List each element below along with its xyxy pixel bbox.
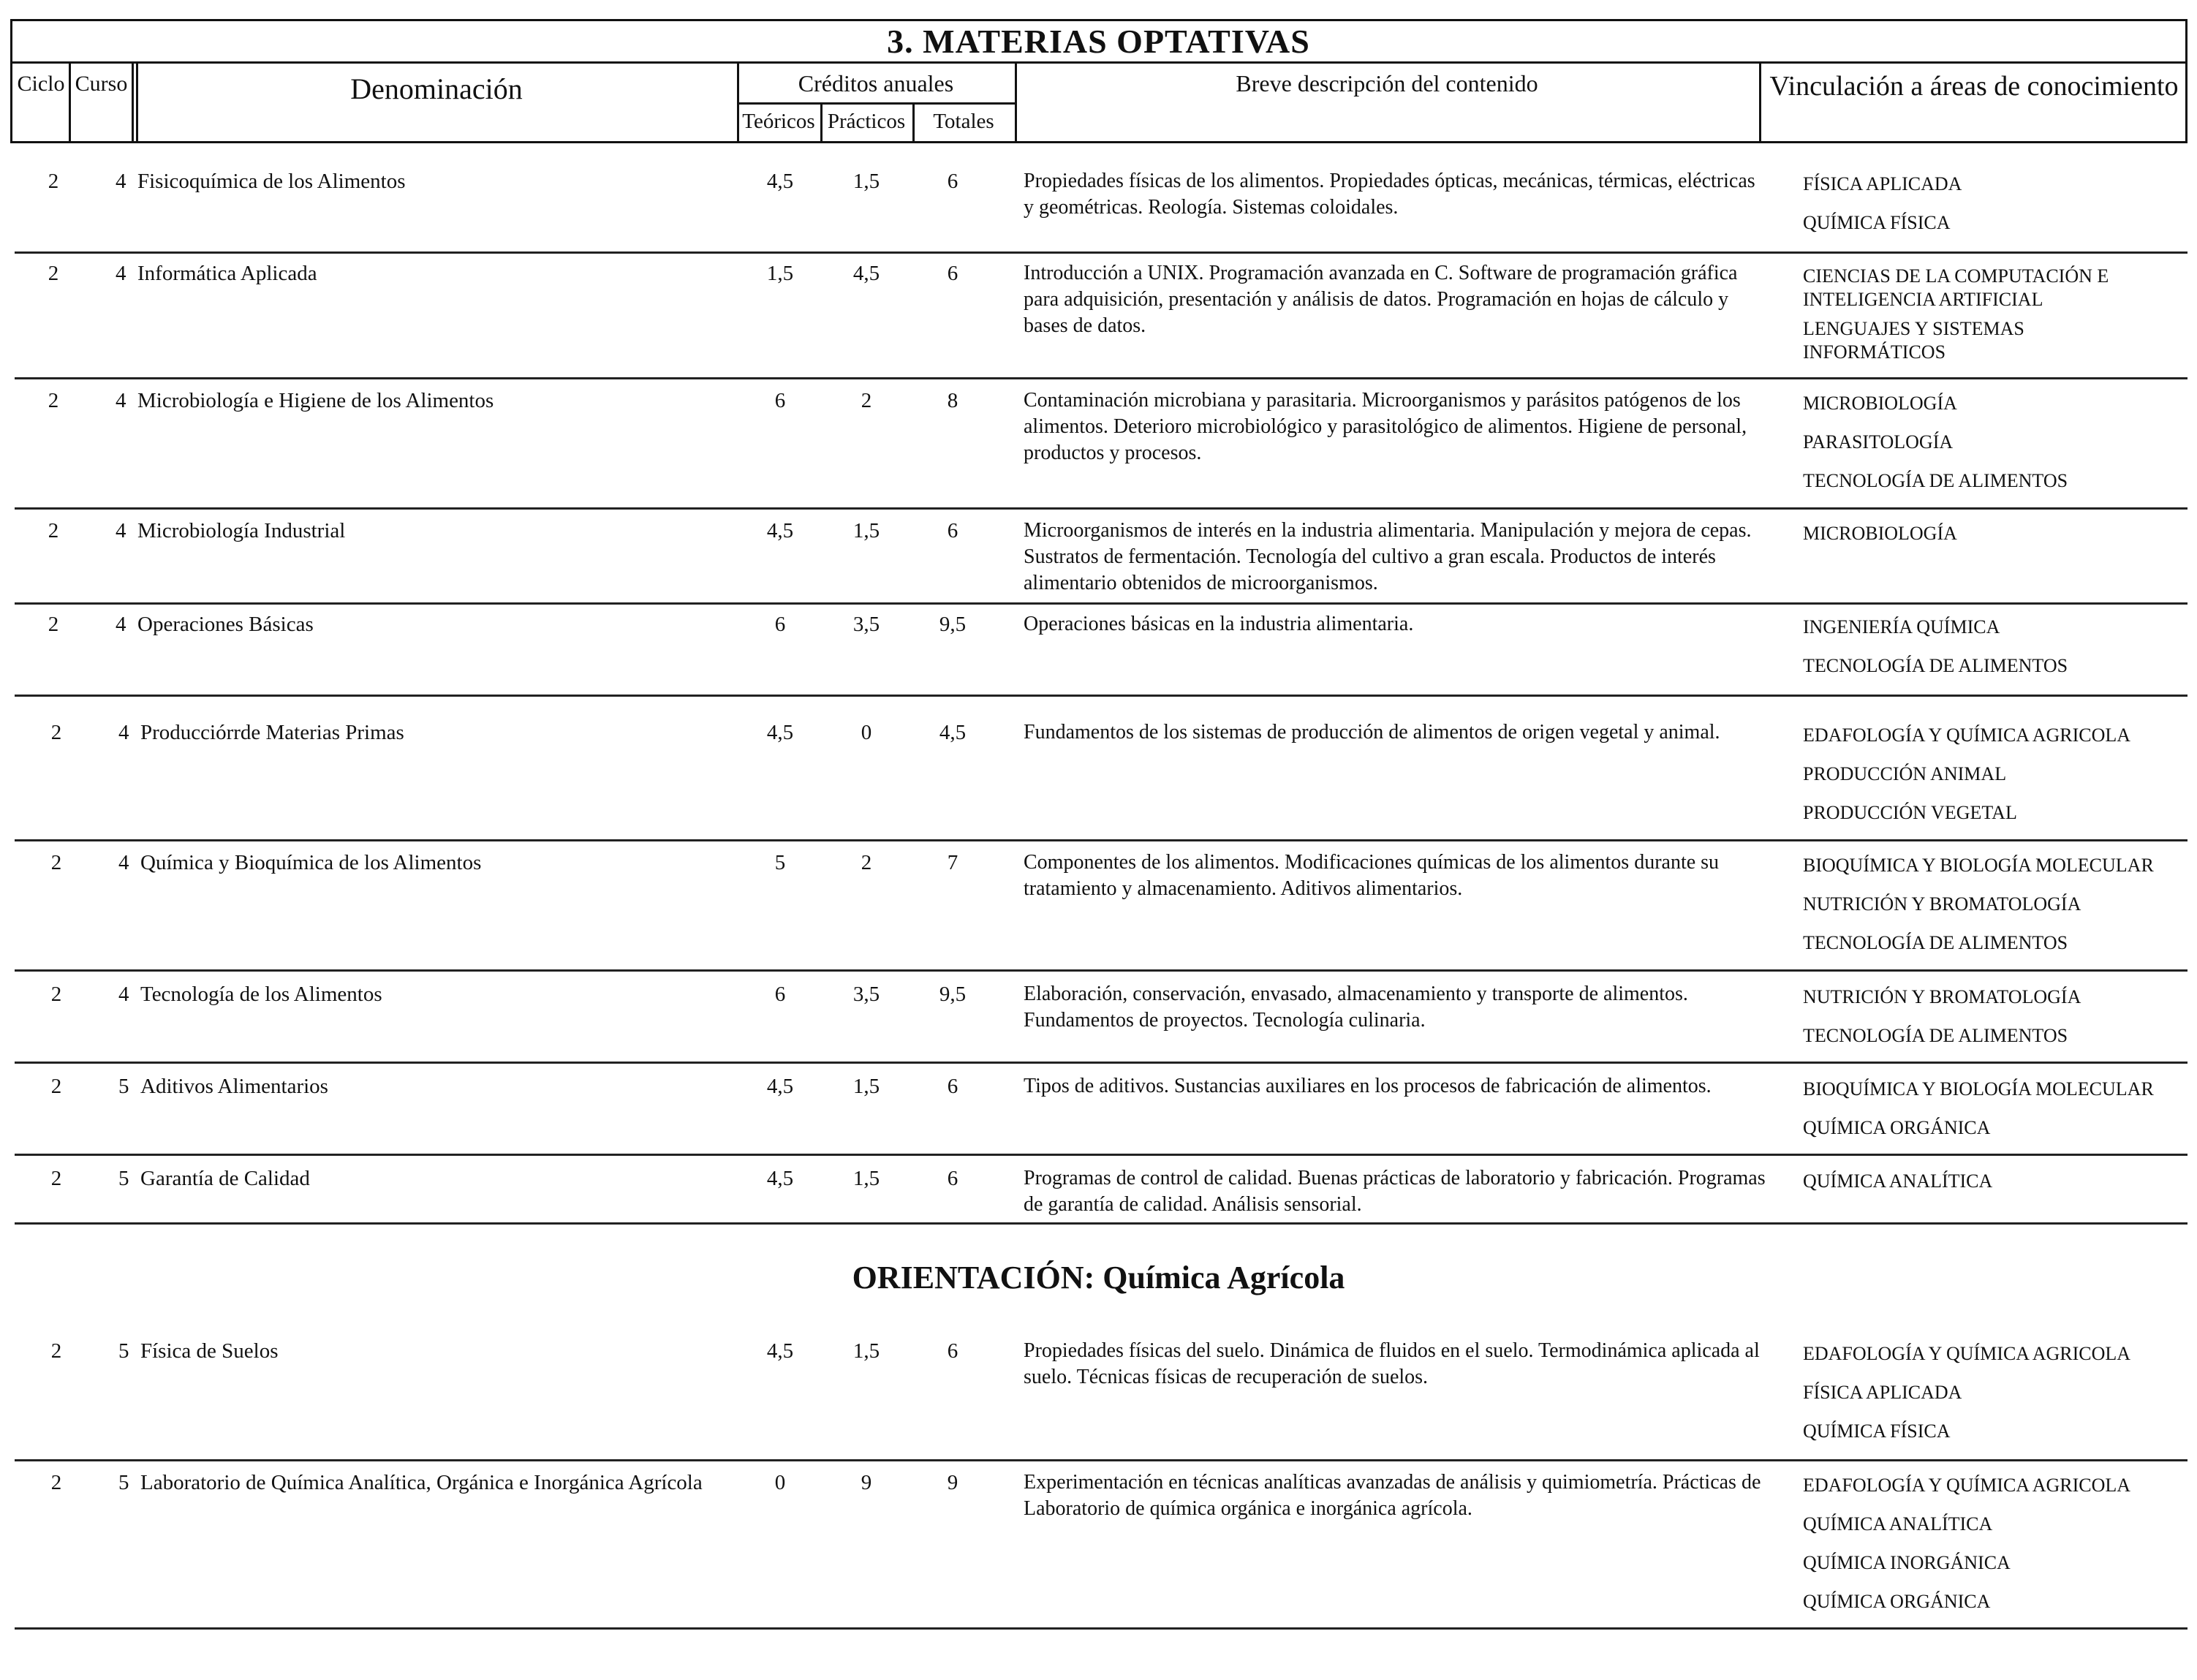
row-descripcion: Experimentación en técnicas analíticas avanzadas de análisis y quimiometría. Prácticas de Laboratorio de química orgánica e inorgánica agrícola. [1024,1471,1761,1520]
row-areas [1803,1342,2197,1458]
row-descripcion: Microorganismos de interés en la industria alimentaria. Manipulación y mejora de cepas. Sustratos de fermentación. Tecnología del cultivo a gran escala. Productos de interés alimentario obtenidos de microorganismos. [1024,519,1752,594]
header-teoricos: Teóricos [742,110,815,133]
row-practicos: 3,5 [852,613,880,636]
row-curso: 5 [118,1167,129,1190]
orientation-title: ORIENTACIÓN: Química Agrícola [852,1260,1345,1295]
row-areas [1803,985,2197,1063]
row-descripcion: Componentes de los alimentos. Modificaciones químicas de los alimentos durante su tratamiento y almacenamiento. Aditivos alimentarios. [1024,851,1720,900]
row-areas [1803,392,2197,508]
credits-subheader-divider [737,102,1015,105]
row-descripcion: Contaminación microbiana y parasitaria. Microorganismos y parásitos patógenos de los alimentos. Deterioro microbiológico y parasitológico de alimentos. Higiene de personal, productos y procesos. [1024,389,1747,464]
row-totales: 9,5 [939,613,967,636]
row-divider [15,839,2187,841]
area-label: NUTRICIÓN Y BROMATOLOGÍA [1803,986,2081,1007]
row-denominacion: Operaciones Básicas [137,613,314,636]
row-denominacion: Química y Bioquímica de los Alimentos [140,851,482,874]
row-practicos: 1,5 [852,170,880,193]
row-curso: 5 [118,1471,129,1494]
row-curso: 4 [116,389,126,412]
header-totales: Totales [933,110,994,133]
row-practicos: 1,5 [852,519,880,542]
row-ciclo: 2 [48,262,59,285]
row-totales: 9 [947,1471,958,1494]
area-label: CIENCIAS DE LA COMPUTACIÓN E INTELIGENCIA ARTIFICIAL [1803,265,2109,310]
row-totales: 6 [947,1339,958,1363]
area-label: TECNOLOGÍA DE ALIMENTOS [1803,1025,2068,1046]
row-descripcion: Programas de control de calidad. Buenas prácticas de laboratorio y fabricación. Programas de garantía de calidad. Análisis sensorial. [1024,1167,1766,1216]
row-curso: 5 [118,1075,129,1098]
row-areas [1803,265,2139,370]
row-denominacion: Informática Aplicada [137,262,317,285]
row-teoricos: 4,5 [766,1075,794,1098]
area-label: BIOQUÍMICA Y BIOLOGÍA MOLECULAR [1803,855,2154,876]
row-teoricos: 5 [774,851,786,874]
row-areas [1803,724,2197,840]
area-label: TECNOLOGÍA DE ALIMENTOS [1803,655,2068,676]
area-label: MICROBIOLOGÍA [1803,393,1957,414]
row-totales: 6 [947,170,958,193]
row-descripcion: Propiedades físicas del suelo. Dinámica de fluidos en el suelo. Termodinámica aplicada al suelo. Técnicas físicas de recuperación de suelos. [1024,1339,1760,1388]
row-curso: 5 [118,1339,129,1363]
row-teoricos: 6 [774,983,786,1006]
area-label: EDAFOLOGÍA Y QUÍMICA AGRICOLA [1803,1475,2131,1496]
row-descripcion: Operaciones básicas en la industria alimentaria. [1024,613,1414,635]
area-label: QUÍMICA ANALÍTICA [1803,1513,1993,1535]
area-label: NUTRICIÓN Y BROMATOLOGÍA [1803,893,2081,915]
row-divider [15,695,2187,697]
row-divider [15,1222,2187,1225]
row-descripcion: Introducción a UNIX. Programación avanzada en C. Software de programación gráfica para adquisición, presentación y análisis de datos. Programación en hojas de cálculo y bases de datos. [1024,262,1738,337]
row-curso: 4 [116,519,126,542]
area-label: QUÍMICA FÍSICA [1803,1420,1951,1442]
row-teoricos: 4,5 [766,170,794,193]
row-divider [15,1062,2187,1064]
row-divider [15,602,2187,605]
row-practicos: 3,5 [852,983,880,1006]
row-curso: 4 [118,983,129,1006]
header-title-divider [10,61,2187,64]
row-teoricos: 0 [774,1471,786,1494]
row-practicos: 1,5 [852,1167,880,1190]
row-divider [15,1627,2187,1630]
row-areas [1803,522,2197,561]
row-denominacion: Física de Suelos [140,1339,279,1363]
row-areas [1803,854,2197,970]
header-vinculacion: Vinculación a áreas de conocimiento [1769,71,2179,102]
area-label: FÍSICA APLICADA [1803,1382,1962,1403]
row-totales: 6 [947,1075,958,1098]
row-areas [1803,173,2197,250]
row-denominacion: Fisicoquímica de los Alimentos [137,170,406,193]
row-teoricos: 4,5 [766,1339,794,1363]
area-label: QUÍMICA INORGÁNICA [1803,1552,2011,1573]
row-areas [1803,1078,2197,1155]
row-practicos: 2 [861,851,872,874]
row-practicos: 1,5 [852,1075,880,1098]
row-curso: 4 [116,613,126,636]
header-curso: Curso [75,72,128,96]
area-label: QUÍMICA FÍSICA [1803,212,1951,233]
row-divider [15,969,2187,972]
row-divider [15,1459,2187,1461]
row-descripcion: Fundamentos de los sistemas de producción de alimentos de origen vegetal y animal. [1024,721,1720,743]
row-areas [1803,1170,2197,1208]
row-ciclo: 2 [48,519,59,542]
area-label: MICROBIOLOGÍA [1803,523,1957,544]
row-teoricos: 4,5 [766,721,794,744]
row-ciclo: 2 [48,389,59,412]
row-ciclo: 2 [50,851,62,874]
area-label: INGENIERÍA QUÍMICA [1803,616,2000,637]
row-denominacion: Laboratorio de Química Analítica, Orgánica e Inorgánica Agrícola [140,1471,703,1494]
row-curso: 4 [116,170,126,193]
row-ciclo: 2 [50,1167,62,1190]
row-denominacion: Tecnología de los Alimentos [140,983,382,1006]
row-totales: 9,5 [939,983,967,1006]
row-divider [15,1154,2187,1156]
row-curso: 4 [118,721,129,744]
row-denominacion: Microbiología e Higiene de los Alimentos [137,389,494,412]
row-teoricos: 1,5 [766,262,794,285]
row-areas [1803,1474,2197,1629]
area-label: QUÍMICA ORGÁNICA [1803,1591,1991,1612]
row-totales: 6 [947,1167,958,1190]
row-totales: 6 [947,519,958,542]
area-label: PRODUCCIÓN ANIMAL [1803,763,2007,784]
row-teoricos: 6 [774,389,786,412]
area-label: EDAFOLOGÍA Y QUÍMICA AGRICOLA [1803,724,2131,746]
row-areas [1803,616,2197,693]
area-label: QUÍMICA ORGÁNICA [1803,1117,1991,1138]
row-teoricos: 4,5 [766,519,794,542]
area-label: FÍSICA APLICADA [1803,173,1962,194]
row-divider [15,251,2187,254]
area-label: BIOQUÍMICA Y BIOLOGÍA MOLECULAR [1803,1078,2154,1100]
row-ciclo: 2 [50,983,62,1006]
row-teoricos: 6 [774,613,786,636]
area-label: LENGUAJES Y SISTEMAS INFORMÁTICOS [1803,318,2024,363]
area-label: QUÍMICA ANALÍTICA [1803,1170,1993,1192]
area-label: TECNOLOGÍA DE ALIMENTOS [1803,470,2068,491]
row-practicos: 9 [861,1471,872,1494]
row-totales: 4,5 [939,721,967,744]
row-descripcion: Tipos de aditivos. Sustancias auxiliares en los procesos de fabricación de alimentos. [1024,1075,1712,1097]
row-practicos: 4,5 [852,262,880,285]
page-title: 3. MATERIAS OPTATIVAS [887,23,1310,60]
row-ciclo: 2 [50,1075,62,1098]
header-denominacion: Denominación [350,72,523,105]
row-ciclo: 2 [50,721,62,744]
row-totales: 8 [947,389,958,412]
area-label: PRODUCCIÓN VEGETAL [1803,802,2017,823]
row-denominacion: Garantía de Calidad [140,1167,310,1190]
row-totales: 7 [947,851,958,874]
row-denominacion: Microbiología Industrial [137,519,346,542]
row-ciclo: 2 [50,1471,62,1494]
area-label: TECNOLOGÍA DE ALIMENTOS [1803,932,2068,953]
row-denominacion: Producciórrde Materias Primas [140,721,404,744]
header-col-divider [132,61,134,143]
row-teoricos: 4,5 [766,1167,794,1190]
row-totales: 6 [947,262,958,285]
row-practicos: 2 [861,389,872,412]
row-curso: 4 [118,851,129,874]
area-label: PARASITOLOGÍA [1803,431,1954,453]
row-practicos: 1,5 [852,1339,880,1363]
row-practicos: 0 [861,721,872,744]
row-descripcion: Elaboración, conservación, envasado, almacenamiento y transporte de alimentos. Fundamentos de proyectos. Tecnología culinaria. [1024,983,1688,1032]
row-ciclo: 2 [48,170,59,193]
row-divider [15,507,2187,510]
area-label: EDAFOLOGÍA Y QUÍMICA AGRICOLA [1803,1343,2131,1364]
row-divider [15,377,2187,379]
row-denominacion: Aditivos Alimentarios [140,1075,328,1098]
row-curso: 4 [116,262,126,285]
row-descripcion: Propiedades físicas de los alimentos. Propiedades ópticas, mecánicas, térmicas, eléctricas y geométricas. Reología. Sistemas coloidales. [1024,170,1755,219]
row-ciclo: 2 [48,613,59,636]
header-creditos: Créditos anuales [798,70,954,97]
row-ciclo: 2 [50,1339,62,1363]
header-practicos: Prácticos [827,110,906,133]
header-ciclo: Ciclo [17,72,65,96]
header-descripcion: Breve descripción del contenido [1236,70,1538,97]
